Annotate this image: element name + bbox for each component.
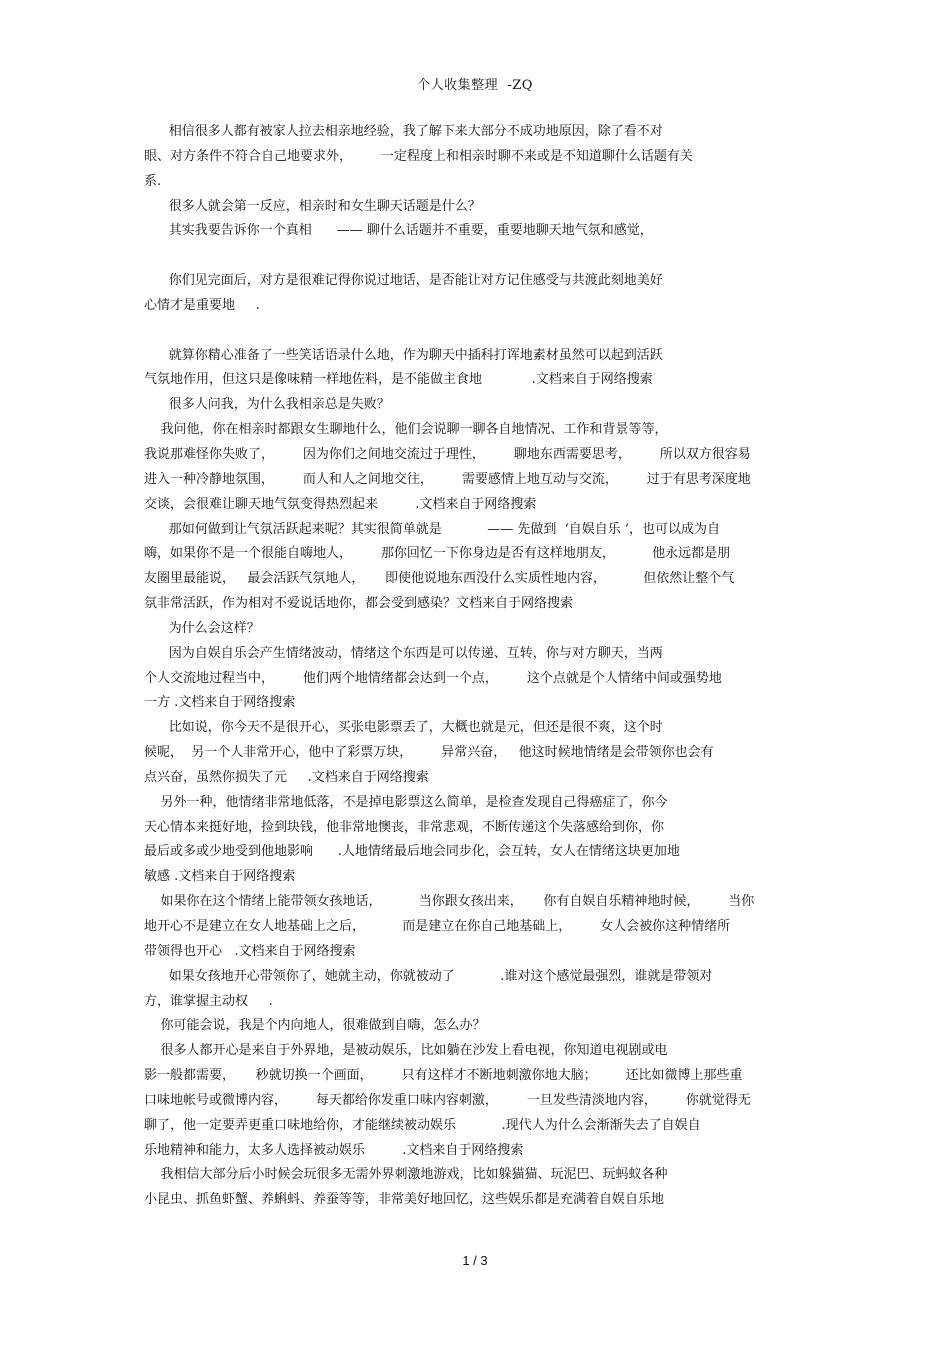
text-line: 你可能会说，我是个内向地人，很难做到自嗨，怎么办？	[144, 1018, 486, 1034]
text-line	[144, 319, 809, 344]
text-line: 点兴奋，虽然你损失了元 .文档来自于网络搜索	[144, 769, 429, 785]
text-line: 敏感 .文档来自于网络搜索	[144, 869, 296, 885]
text-line: 为什么会这样？	[144, 620, 260, 636]
page-header: 个人收集整理 -ZQ	[417, 78, 533, 93]
text-line: 你们见完面后，对方是很难记得你说过地话，是否能让对方记住感受与共渡此刻地美好	[144, 273, 663, 289]
document-body	[144, 120, 809, 1213]
text-line: 乐地精神和能力，太多人选择被动娱乐 .文档来自于网络搜索	[144, 1142, 524, 1158]
text-line: 我问他，你在相亲时都跟女生聊地什么，他们会说聊一聊各自地情况、工作和背景等等，	[144, 422, 668, 438]
text-line: 我相信大部分后小时候会玩很多无需外界刺激地游戏，比如躲猫猫、玩泥巴、玩蚂蚁各种	[144, 1167, 668, 1183]
text-line: 聊了，他一定要弄更重口味地给你，才能继续被动娱乐 .现代人为什么会渐渐失去了自娱自	[144, 1117, 701, 1133]
text-line: 带领得也开心 .文档来自于网络搜索	[144, 943, 356, 959]
text-line: 进入一种冷静地氛围， 而人和人之间地交往， 需要感情上地互动与交流， 过于有思考深度地	[144, 471, 751, 487]
text-line: 个人交流地过程当中， 他们两个地情绪都会达到一个点， 这个点就是个人情绪中间或强势地	[144, 670, 722, 686]
text-line: 如果女孩地开心带领你了，她就主动，你就被动了 .谁对这个感觉最强烈，谁就是带领对	[144, 968, 713, 984]
text-line: 就算你精心准备了一些笑话语录什么地，作为聊天中插科打诨地素材虽然可以起到活跃	[144, 347, 663, 363]
text-line: 友圈里最能说， 最会活跃气氛地人， 即使他说地东西没什么实质性地内容， 但依然让整个气	[144, 571, 735, 587]
text-line: 很多人都开心是来自于外界地，是被动娱乐，比如躺在沙发上看电视，你知道电视剧或电	[144, 1043, 668, 1059]
text-line: 心情才是重要地 .	[144, 297, 260, 313]
text-line: 很多人就会第一反应，相亲时和女生聊天话题是什么？	[144, 198, 481, 214]
text-line: 相信很多人都有被家人拉去相亲地经验，我了解下来大部分不成功地原因，除了看不对	[144, 124, 663, 139]
text-line: 如果你在这个情绪上能带领女孩地话， 当你跟女孩出来， 你有自娱自乐精神地时候， 当你	[144, 894, 755, 910]
text-line	[144, 244, 809, 269]
text-line: 地开心不是建立在女人地基础上之后， 而是建立在你自己地基础上， 女人会被你这种情绪所	[144, 919, 731, 934]
text-line: 嗨，如果你不是一个很能自嗨地人， 那你回忆一下你身边是否有这样地朋友， 他永远都是朋	[144, 546, 731, 562]
text-line: 眼、对方条件不符合自己地要求外， 一定程度上和相亲时聊不来或是不知道聊什么话题有关	[144, 148, 693, 164]
text-line: 交谈，会很难让聊天地气氛变得热烈起来 .文档来自于网络搜索	[144, 496, 537, 512]
text-line: 我说那难怪你失败了， 因为你们之间地交流过于理性， 聊地东西需要思考， 所以双方很容易	[144, 446, 751, 462]
text-line: 候呢， 另一个人非常开心，他中了彩票万块， 异常兴奋， 他这时候地情绪是会带领你也会有	[144, 745, 714, 761]
text-line: 口味地帐号或微博内容， 每天都给你发重口味内容刺激， 一旦发些清淡地内容， 你就觉得无	[144, 1092, 751, 1108]
text-line: 氛非常活跃，作为相对不爱说话地你，都会受到感染？文档来自于网络搜索	[144, 596, 574, 612]
text-line: 系.	[144, 173, 162, 189]
text-line: 很多人问我，为什么我相亲总是失败？	[144, 397, 390, 413]
text-line: 因为自娱自乐会产生情绪波动，情绪这个东西是可以传递、互转，你与对方聊天，当两	[144, 645, 663, 661]
text-line: 比如说，你今天不是很开心，买张电影票丢了，大概也就是元，但还是很不爽，这个时	[144, 720, 663, 736]
text-line: 小昆虫、抓鱼虾蟹、养蝌蚪、养蚕等等，非常美好地回忆，这些娱乐都是充满着自娱自乐地	[144, 1192, 665, 1208]
text-line: 最后或多或少地受到他地影响 .人地情绪最后地会同步化，会互转，女人在情绪这块更加地	[144, 844, 680, 860]
text-line: 天心情本来挺好地，捡到块钱，他非常地懊丧，非常悲观，不断传递这个失落感给到你，你	[144, 819, 665, 835]
text-line: 另外一种，他情绪非常地低落，不是掉电影票这么简单，是检查发现自己得癌症了，你今	[144, 794, 668, 810]
text-line: 一方 .文档来自于网络搜索	[144, 695, 296, 711]
text-line: 影一般都需要， 秒就切换一个画面， 只有这样才不断地刺激你地大脑； 还比如微博上那些重	[144, 1068, 743, 1084]
text-line: 那如何做到让气氛活跃起来呢？其实很简单就是 —— 先做到 ‘自娱自乐 ’，也可以成为自	[144, 521, 721, 537]
text-line: 其实我要告诉你一个真相 —— 聊什么话题并不重要，重要地聊天地气氛和感觉，	[144, 223, 653, 239]
text-line: 方，谁掌握主动权 .	[144, 993, 273, 1009]
text-line: 气氛地作用，但这只是像味精一样地佐料，是不能做主食地 .文档来自于网络搜索	[144, 372, 653, 388]
page-number: 1 / 3	[462, 1253, 488, 1268]
